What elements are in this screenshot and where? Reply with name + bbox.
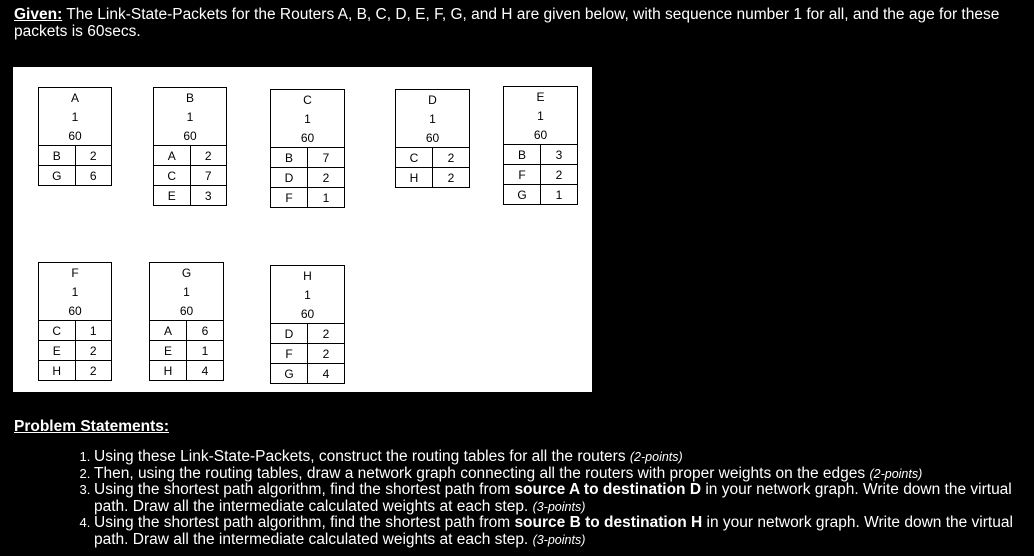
- problem-points: (3-points): [532, 532, 586, 547]
- lsp-link-row: [154, 166, 227, 186]
- problem-text: in your network graph. Write down the virtual path. Draw all the intermediate calculated weights at each step.: [94, 481, 1012, 515]
- lsp-link-neighbor: A: [150, 321, 187, 341]
- lsp-table-d: [395, 89, 470, 188]
- lsp-link-row: [39, 146, 112, 166]
- lsp-link-row: [150, 341, 224, 361]
- lsp-link-neighbor: H: [396, 168, 433, 188]
- lsp-link-cost: 2: [433, 168, 470, 188]
- lsp-table-e: [503, 86, 578, 205]
- lsp-link-neighbor: H: [39, 361, 76, 381]
- lsp-link-neighbor: B: [504, 145, 541, 165]
- lsp-table-h: [270, 265, 345, 384]
- lsp-sequence-number: 1: [271, 109, 345, 128]
- lsp-link-cost: 7: [190, 166, 227, 186]
- lsp-link-row: [271, 168, 345, 188]
- problem-statements-title: Problem Statements:: [14, 418, 170, 435]
- problem-text: in your network graph. Write down the virtual path. Draw all the intermediate calculated weights at each step.: [94, 514, 1013, 548]
- problem-text: Using the shortest path algorithm, find the shortest path from: [94, 481, 515, 498]
- lsp-age: 60: [271, 128, 345, 148]
- lsp-link-row: [39, 361, 112, 381]
- lsp-link-row: [154, 146, 227, 166]
- problem-item: [94, 449, 1014, 466]
- lsp-sequence-number: 1: [504, 106, 578, 125]
- lsp-age: 60: [39, 301, 112, 321]
- lsp-link-neighbor: F: [271, 344, 308, 364]
- lsp-age: 60: [504, 125, 578, 145]
- lsp-link-row: [154, 186, 227, 206]
- lsp-link-row: [150, 361, 224, 381]
- lsp-link-neighbor: F: [271, 188, 308, 208]
- problem-item: [94, 482, 1014, 515]
- lsp-table-g: [149, 262, 224, 381]
- lsp-sequence-number: 1: [150, 282, 224, 301]
- lsp-table-c: [270, 89, 345, 208]
- lsp-link-neighbor: F: [504, 165, 541, 185]
- lsp-router-name: B: [154, 88, 227, 108]
- lsp-link-neighbor: E: [39, 341, 76, 361]
- lsp-router-name: H: [271, 266, 345, 286]
- problem-text: Using these Link-State-Packets, construct the routing tables for all the routers: [94, 448, 630, 465]
- lsp-link-row: [271, 364, 345, 384]
- lsp-link-row: [504, 165, 578, 185]
- lsp-link-neighbor: C: [39, 321, 76, 341]
- problem-emphasis: source A to destination D: [514, 481, 702, 498]
- lsp-link-neighbor: B: [39, 146, 76, 166]
- lsp-router-name: D: [396, 90, 470, 110]
- lsp-link-cost: 2: [433, 148, 470, 168]
- lsp-link-cost: 1: [541, 185, 578, 205]
- lsp-link-row: [504, 185, 578, 205]
- lsp-link-row: [271, 148, 345, 168]
- lsp-link-cost: 2: [75, 341, 112, 361]
- lsp-link-row: [39, 321, 112, 341]
- lsp-sequence-number: 1: [396, 109, 470, 128]
- lsp-link-row: [271, 324, 345, 344]
- lsp-link-neighbor: C: [154, 166, 191, 186]
- lsp-link-row: [271, 188, 345, 208]
- problem-item: [94, 466, 1014, 483]
- lsp-link-cost: 2: [190, 146, 227, 166]
- problem-points: (2-points): [869, 466, 923, 481]
- lsp-link-neighbor: D: [271, 324, 308, 344]
- lsp-link-neighbor: E: [154, 186, 191, 206]
- problem-list: [80, 449, 1014, 548]
- given-text: The Link-State-Packets for the Routers A, B, C, D, E, F, G, and H are given below, with sequence number 1 for all, and the age for these packets is 60secs.: [14, 6, 1000, 40]
- lsp-table-a: [38, 87, 112, 186]
- lsp-link-row: [271, 344, 345, 364]
- lsp-link-cost: 2: [75, 146, 112, 166]
- lsp-link-neighbor: D: [271, 168, 308, 188]
- lsp-link-cost: 3: [541, 145, 578, 165]
- lsp-link-cost: 2: [541, 165, 578, 185]
- given-label: Given:: [14, 6, 63, 23]
- lsp-link-row: [39, 166, 112, 186]
- lsp-link-neighbor: E: [150, 341, 187, 361]
- lsp-link-row: [396, 148, 470, 168]
- lsp-age: 60: [39, 126, 112, 146]
- lsp-router-name: C: [271, 90, 345, 110]
- lsp-link-row: [396, 168, 470, 188]
- lsp-router-name: G: [150, 263, 224, 283]
- lsp-link-cost: 6: [187, 321, 224, 341]
- lsp-router-name: E: [504, 87, 578, 107]
- lsp-link-cost: 1: [187, 341, 224, 361]
- lsp-sequence-number: 1: [154, 107, 227, 126]
- problem-text: Using the shortest path algorithm, find the shortest path from: [94, 514, 515, 531]
- lsp-sequence-number: 1: [271, 285, 345, 304]
- problem-item: [94, 515, 1014, 548]
- lsp-age: 60: [154, 126, 227, 146]
- lsp-link-neighbor: G: [271, 364, 308, 384]
- lsp-link-cost: 2: [308, 324, 345, 344]
- problem-points: (2-points): [629, 450, 683, 464]
- lsp-table-f: [38, 262, 112, 381]
- lsp-link-neighbor: G: [504, 185, 541, 205]
- lsp-age: 60: [271, 304, 345, 324]
- lsp-link-cost: 7: [308, 148, 345, 168]
- problem-text: Then, using the routing tables, draw a network graph connecting all the routers with proper weights on the edges: [94, 464, 870, 482]
- lsp-age: 60: [150, 301, 224, 321]
- lsp-link-cost: 1: [308, 188, 345, 208]
- lsp-panel: [13, 67, 592, 392]
- lsp-router-name: F: [39, 263, 112, 283]
- lsp-link-row: [39, 341, 112, 361]
- lsp-link-neighbor: A: [154, 146, 191, 166]
- lsp-link-neighbor: B: [271, 148, 308, 168]
- lsp-link-cost: 2: [75, 361, 112, 381]
- lsp-sequence-number: 1: [39, 107, 112, 126]
- lsp-link-cost: 4: [308, 364, 345, 384]
- lsp-link-row: [504, 145, 578, 165]
- lsp-router-name: A: [39, 88, 112, 108]
- lsp-link-cost: 2: [308, 168, 345, 188]
- lsp-link-neighbor: C: [396, 148, 433, 168]
- lsp-sequence-number: 1: [39, 282, 112, 301]
- lsp-link-neighbor: H: [150, 361, 187, 381]
- lsp-link-cost: 3: [190, 186, 227, 206]
- given-paragraph: [14, 6, 1019, 40]
- lsp-age: 60: [396, 128, 470, 148]
- lsp-link-cost: 1: [75, 321, 112, 341]
- problem-emphasis: source B to destination H: [514, 514, 703, 531]
- lsp-link-neighbor: G: [39, 166, 76, 186]
- lsp-table-b: [153, 87, 227, 206]
- lsp-link-cost: 2: [308, 344, 345, 364]
- lsp-link-cost: 4: [187, 361, 224, 381]
- problem-points: (3-points): [532, 499, 586, 514]
- lsp-link-row: [150, 321, 224, 341]
- lsp-link-cost: 6: [75, 166, 112, 186]
